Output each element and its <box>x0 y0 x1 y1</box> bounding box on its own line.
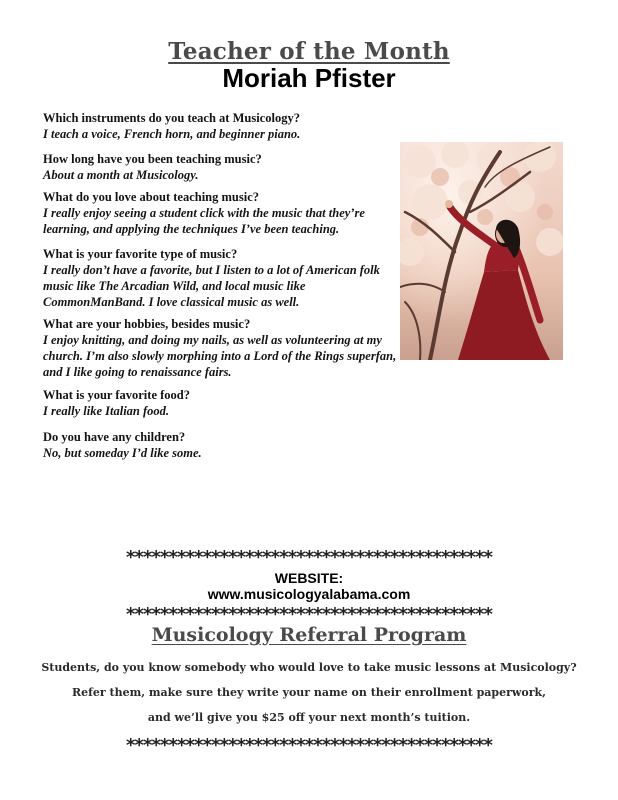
qa-item <box>43 387 393 419</box>
referral-text: Students, do you know somebody who would love to take music lessons at Musicology? <box>41 661 577 674</box>
star-divider: ******************************************* <box>125 735 493 756</box>
teacher-photo <box>400 142 563 360</box>
question: Do you have any children? <box>43 430 186 444</box>
website-url[interactable]: www.musicologyalabama.com <box>207 586 411 602</box>
answer-line: church. I’m also slowly morphing into a Lord of the Rings superfan, <box>43 349 397 363</box>
qa-item <box>43 189 393 237</box>
page-title: Teacher of the Month <box>168 38 450 65</box>
qa-item <box>43 316 397 380</box>
answer-line: No, but someday I’d like some. <box>43 446 202 460</box>
qa-item <box>43 246 393 310</box>
teacher-name: Moriah Pfister <box>222 63 396 93</box>
answer-line: and I like going to renaissance fairs. <box>43 365 232 379</box>
answer-line: I really enjoy seeing a student click with the music that they’re <box>43 206 365 220</box>
question: What is your favorite food? <box>43 388 190 402</box>
qa-item <box>43 151 393 183</box>
answer-line: learning, and applying the techniques I’ve been teaching. <box>43 222 340 236</box>
referral-text: and we’ll give you $25 off your next month’s tuition. <box>147 711 471 724</box>
star-divider: ******************************************* <box>125 604 493 625</box>
qa-item <box>43 110 393 142</box>
star-divider: ******************************************* <box>125 547 493 568</box>
answer-line: music like The Arcadian Wild, and local music like <box>43 279 306 293</box>
referral-text: Refer them, make sure they write your name on their enrollment paperwork, <box>72 686 546 699</box>
question: What do you love about teaching music? <box>43 190 259 204</box>
answer-line: I really don’t have a favorite, but I listen to a lot of American folk <box>43 263 380 277</box>
answer-line: I enjoy knitting, and doing my nails, as well as volunteering at my <box>43 333 382 347</box>
qa-item <box>43 429 393 461</box>
answer-line: About a month at Musicology. <box>43 168 199 182</box>
question: Which instruments do you teach at Musicology? <box>43 111 300 125</box>
question: What is your favorite type of music? <box>43 247 238 261</box>
answer-line: I teach a voice, French horn, and beginner piano. <box>43 127 301 141</box>
website-label: WEBSITE: <box>274 570 344 586</box>
question: What are your hobbies, besides music? <box>43 317 251 331</box>
question: How long have you been teaching music? <box>43 152 262 166</box>
referral-title: Musicology Referral Program <box>151 624 467 646</box>
answer-line: CommonManBand. I love classical music as well. <box>43 295 300 309</box>
answer-line: I really like Italian food. <box>43 404 170 418</box>
